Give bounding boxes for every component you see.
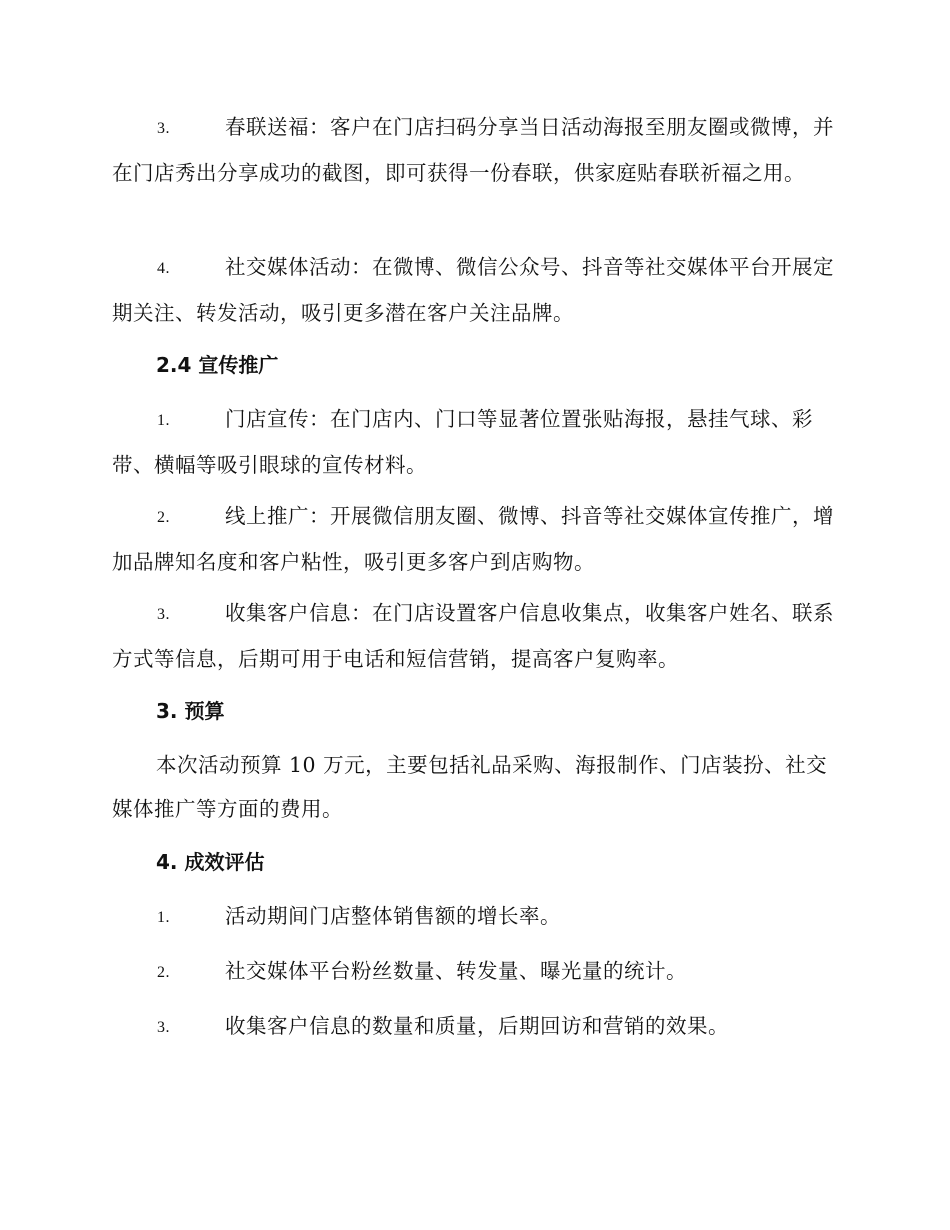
list-number: 1. (157, 412, 170, 429)
list-item-social-media-activity (112, 245, 837, 335)
list-item-text: 活动期间门店整体销售额的增长率。 (225, 904, 561, 928)
list-item-collect-customer-info (112, 591, 837, 681)
list-number: 3. (157, 120, 170, 137)
list-item-text: 收集客户信息的数量和质量，后期回访和营销的效果。 (225, 1014, 729, 1038)
list-item-text: 春联送福：客户在门店扫码分享当日活动海报至朋友圈或微博，并在门店秀出分享成功的截图，即可获得一份春联，供家庭贴春联祈福之用。 (112, 115, 834, 185)
list-item-text: 社交媒体活动：在微博、微信公众号、抖音等社交媒体平台开展定期关注、转发活动，吸引更多潜在客户关注品牌。 (112, 255, 834, 325)
list-item-online-promotion (112, 494, 837, 584)
list-number: 4. (157, 260, 170, 277)
list-number: 2. (157, 509, 170, 526)
list-item-social-stats (112, 949, 837, 995)
section-heading-budget: 3. 预算 (156, 699, 225, 723)
list-item-sales-growth (112, 894, 837, 940)
list-item-store-promotion (112, 397, 837, 487)
budget-paragraph: 本次活动预算 10 万元，主要包括礼品采购、海报制作、门店装扮、社交媒体推广等方面的费用。 (112, 753, 828, 821)
list-item-text: 线上推广：开展微信朋友圈、微博、抖音等社交媒体宣传推广，增加品牌知名度和客户粘性，吸引更多客户到店购物。 (112, 504, 834, 574)
list-item-text: 门店宣传：在门店内、门口等显著位置张贴海报，悬挂气球、彩带、横幅等吸引眼球的宣传材料。 (112, 407, 813, 477)
list-number: 1. (157, 909, 170, 926)
list-item-text: 社交媒体平台粉丝数量、转发量、曝光量的统计。 (225, 959, 687, 983)
list-item-text: 收集客户信息：在门店设置客户信息收集点，收集客户姓名、联系方式等信息，后期可用于电话和短信营销，提高客户复购率。 (112, 601, 834, 671)
list-number: 3. (157, 606, 170, 623)
section-heading-evaluation: 4. 成效评估 (156, 850, 265, 874)
list-item-spring-couplets (112, 105, 837, 195)
section-heading-promotion: 2.4 宣传推广 (156, 353, 279, 377)
list-item-customer-info-quality (112, 1004, 837, 1050)
list-number: 2. (157, 964, 170, 981)
list-number: 3. (157, 1019, 170, 1036)
